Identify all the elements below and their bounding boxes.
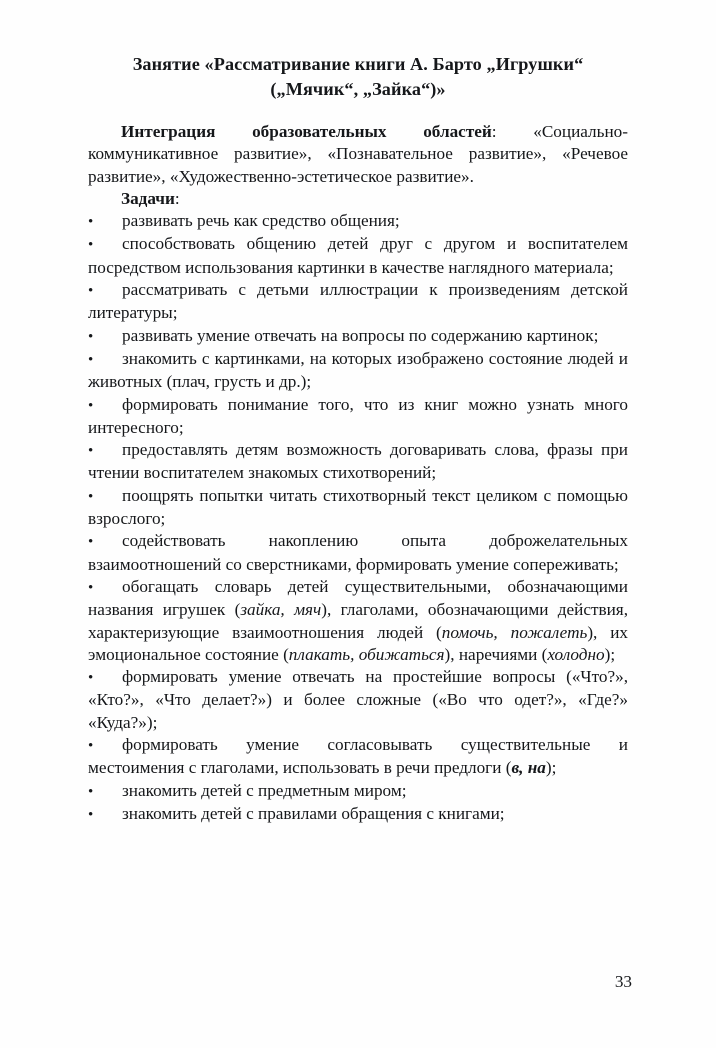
bullet-icon: • bbox=[88, 397, 94, 414]
list-item-text: развивать умение отвечать на вопросы по содержанию картинок; bbox=[122, 325, 599, 345]
list-item bbox=[88, 485, 628, 531]
list-item bbox=[88, 325, 628, 348]
bullet-icon: • bbox=[88, 738, 94, 755]
list-item bbox=[88, 803, 628, 826]
text-run: обогащать словарь детей существительными, обозначающими названия игрушек ( bbox=[88, 576, 628, 620]
tasks-label: Задачи bbox=[121, 188, 175, 208]
list-item bbox=[88, 279, 628, 325]
text-run: ), глаголами, обозначающими действия, характеризующие взаимоотношения людей ( bbox=[88, 600, 628, 642]
bullet-icon: • bbox=[88, 806, 94, 823]
list-item-text: развивать речь как средство общения; bbox=[122, 211, 400, 231]
text-run: формировать умение согласовывать существительные и местоимения с глаголами, использовать в речи предлоги ( bbox=[88, 735, 628, 778]
emphasis-bold-italic: в, на bbox=[511, 758, 546, 778]
emphasis-italic: плакать, обижаться bbox=[288, 644, 445, 664]
list-item bbox=[88, 576, 628, 666]
list-item-text bbox=[88, 735, 628, 777]
page-title bbox=[88, 52, 628, 102]
bullet-icon: • bbox=[88, 443, 94, 460]
list-item bbox=[88, 394, 628, 440]
list-item-text: предоставлять детям возможность договаривать слова, фразы при чтении воспитателем знакомых стихотворений; bbox=[88, 440, 628, 483]
text-run: ); bbox=[545, 758, 557, 778]
list-item bbox=[88, 233, 628, 279]
list-item-text: содействовать накоплению опыта доброжелательных взаимоотношений со сверстниками, формировать умение сопереживать; bbox=[88, 531, 628, 574]
page-number: 33 bbox=[614, 972, 632, 991]
bullet-icon: • bbox=[88, 351, 94, 368]
list-item-text bbox=[88, 577, 628, 664]
tasks-colon: : bbox=[174, 188, 180, 208]
list-item-text: формировать умение отвечать на простейшие вопросы («Что?», «Кто?», «Что делает?») и более сложные («Во что одет?», «Где?» «Куда?»); bbox=[88, 667, 628, 732]
bullet-icon: • bbox=[88, 783, 94, 800]
bullet-icon: • bbox=[88, 283, 94, 300]
list-item bbox=[88, 780, 628, 803]
integration-paragraph bbox=[88, 121, 628, 188]
bullet-icon: • bbox=[88, 670, 94, 687]
emphasis-italic: зайка, мяч bbox=[240, 600, 322, 620]
emphasis-italic: холодно bbox=[547, 644, 605, 664]
list-item-text: формировать понимание того, что из книг можно узнать много интересного; bbox=[88, 394, 628, 437]
list-item-text: знакомить с картинками, на которых изображено состояние людей и животных (плач, грусть и др.); bbox=[88, 348, 628, 392]
page-content bbox=[88, 52, 628, 826]
list-item bbox=[88, 439, 628, 485]
bullet-icon: • bbox=[88, 534, 94, 551]
list-item-text: способствовать общению детей друг с другом и воспитателем посредством использования картинки в качестве наглядного материала; bbox=[88, 234, 628, 277]
list-item bbox=[88, 348, 628, 394]
text-run: ); bbox=[604, 644, 616, 664]
tasks-heading bbox=[88, 188, 628, 210]
list-item-text: знакомить детей с правилами обращения с книгами; bbox=[122, 803, 505, 823]
list-item bbox=[88, 210, 628, 233]
bullet-icon: • bbox=[88, 579, 94, 596]
list-item-text: знакомить детей с предметным миром; bbox=[122, 780, 407, 800]
list-item-text: поощрять попытки читать стихотворный текст целиком с помощью взрослого; bbox=[88, 485, 628, 529]
emphasis-italic: помочь, пожалеть bbox=[441, 622, 588, 642]
page-title-line-1: Занятие «Рассматривание книги А. Барто „Игрушки“ bbox=[132, 54, 584, 74]
list-item bbox=[88, 734, 628, 780]
tasks-list bbox=[88, 210, 628, 826]
bullet-icon: • bbox=[88, 488, 94, 505]
list-item bbox=[88, 530, 628, 576]
list-item-text: рассматривать с детьми иллюстрации к произведениям детской литературы; bbox=[88, 280, 628, 323]
text-run: ), их эмоциональное состояние ( bbox=[88, 622, 629, 664]
bullet-icon: • bbox=[88, 214, 94, 231]
integration-body: : «Социально-коммуникативное развитие», «Познавательное развитие», «Речевое развитие», «Художественно-эстетическое развитие». bbox=[88, 122, 628, 186]
list-item bbox=[88, 666, 628, 734]
bullet-icon: • bbox=[88, 328, 94, 345]
page-title-line-2: („Мячик“, „Зайка“)» bbox=[270, 79, 446, 99]
bullet-icon: • bbox=[88, 237, 94, 254]
integration-label: Интеграция образовательных областей bbox=[121, 122, 492, 141]
text-run: ), наречиями ( bbox=[444, 644, 548, 664]
